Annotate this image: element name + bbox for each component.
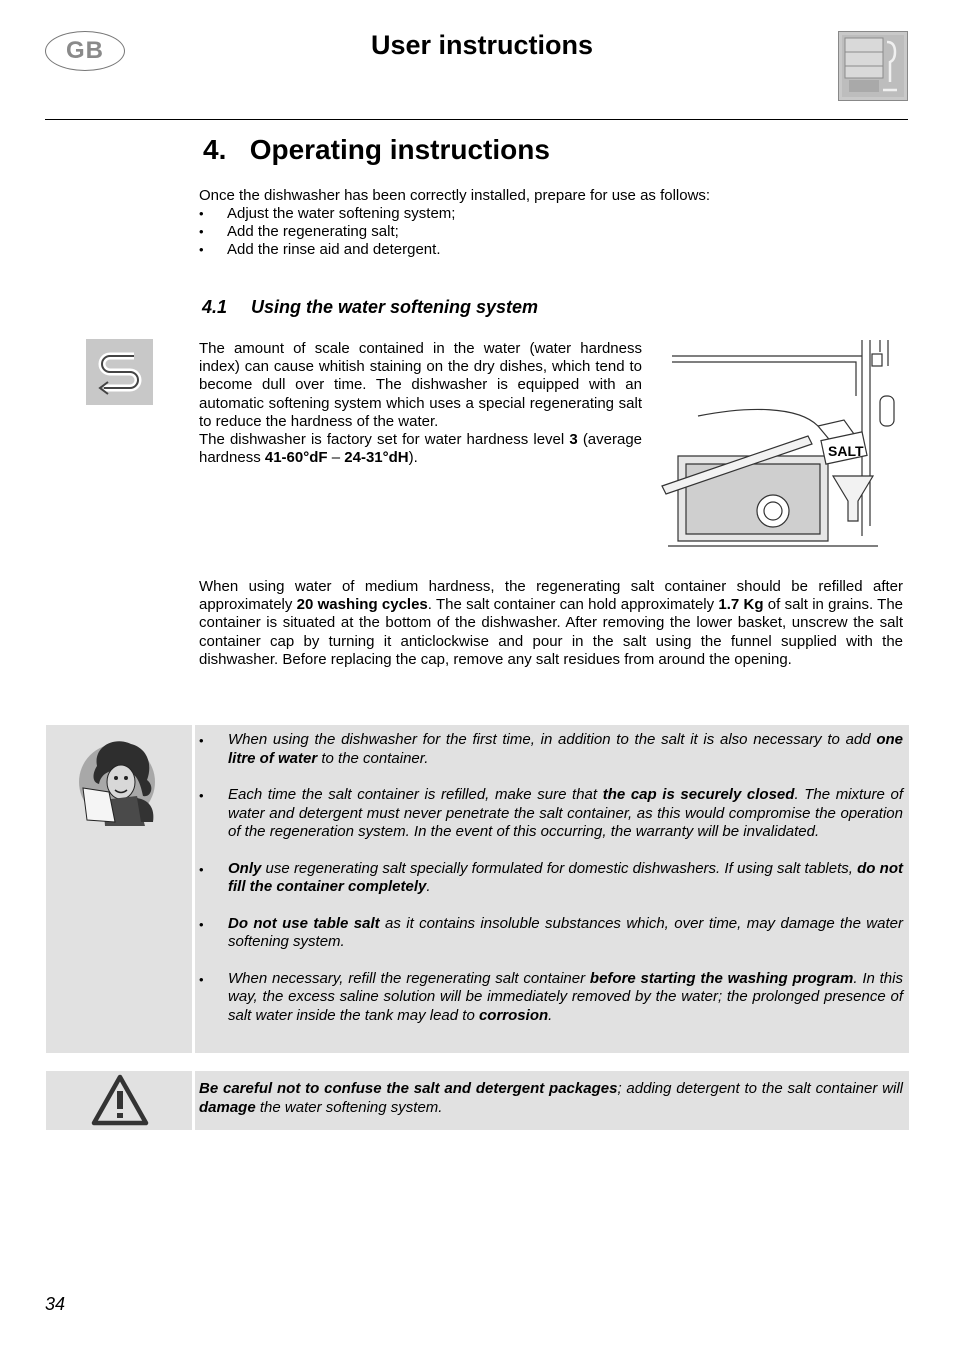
hardness-dh: 24-31°dH [344,449,409,467]
header-rule [45,119,908,120]
section-title: 4. Operating instructions [203,134,550,165]
instructions-text: of salt in grains. The container is situated at the bottom of the dishwasher. After removing the lower basket, unscrew the salt container cap by turning it anticlockwise and pour in the salt using the funnel supplied with the dishwasher. Before replacing the cap, remove any salt residues from around the opening. [199,596,904,668]
note-text: When using the dishwasher for the first time, in addition to the salt it is also necessary to add [228,731,877,748]
water-softener-icon [86,339,153,405]
note-text: When necessary, refill the regenerating salt container [228,969,590,987]
page-number: 34 [45,1294,66,1314]
setup-steps-list [199,205,899,259]
note-emphasis: Only [228,859,262,877]
note-text: as it contains insoluble substances which, over time, may damage the water softening system. [228,914,903,950]
note-item [199,786,903,842]
warning-body: the water softening system. [255,1098,443,1116]
note-emphasis: corrosion [478,1006,549,1024]
intro-block [199,187,899,259]
note-item [199,731,903,768]
warning-body: ; adding detergent to the salt container will [617,1080,903,1097]
salt-notes-list [199,731,903,1043]
paren-close: ). [408,449,418,467]
note-emphasis: the cap is securely closed [602,786,795,803]
note-item [199,915,903,952]
note-emphasis: Do not use table salt [228,914,380,932]
refill-cycles: 20 washing cycles [296,596,428,614]
country-badge-label: GB [66,37,104,64]
warning-text [199,1080,903,1117]
document-title: User instructions [370,30,594,60]
note-text: . The mixture of water and detergent must never penetrate the salt container, as this would compromise the operation of the regeneration system. In the event of this occurring, the warranty will be invalidated. [228,786,903,840]
setup-step: • Add the regenerating salt; [199,223,899,241]
note-text: Each time the salt container is refilled, make sure that [228,786,603,803]
intro-text: Once the dishwasher has been correctly installed, prepare for use as follows: [199,187,711,204]
factory-setting-text: The dishwasher is factory set for water hardness level [199,431,570,449]
setup-step: • Add the rinse aid and detergent. [199,241,899,259]
note-item [199,970,903,1026]
note-text: to the container. [317,749,429,767]
salt-label: SALT [828,443,864,459]
salt-filling-illustration [658,336,898,551]
softening-text: The amount of scale contained in the water (water hardness index) can cause whitish staining on the dry dishes, which tend to become dull over time. The dishwasher is equipped with an automatic softening system which uses a special regenerating salt to reduce the hardness of the water. [199,340,642,430]
salt-capacity: 1.7 Kg [718,596,764,614]
assistant-mascot-icon [75,736,165,828]
subsection-title [202,297,538,318]
header-thumbnail [838,31,908,101]
refill-paragraph [199,578,903,669]
subsection-number: 4.1 [202,297,228,317]
note-text: . In this way, the excess saline solution will be immediately removed by the water; the prolonged presence of salt water inside the tank may lead to [228,969,903,1024]
note-text: . [426,878,431,895]
setup-step: • Adjust the water softening system; [199,205,899,223]
subsection-title-text: Using the water softening system [251,297,539,317]
capacity-text: . The salt container can hold approximately [427,596,719,614]
warning-emphasis: damage [199,1098,256,1116]
note-emphasis: before starting the washing program [589,969,854,987]
hardness-df: 41-60°dF [264,449,328,467]
dishwasher-thumbnail-icon [839,32,907,100]
note-item [199,860,903,897]
note-emphasis: one litre of water [228,731,903,767]
softening-paragraph [199,340,642,467]
warning-emphasis: Be careful not to confuse the salt and detergent packages [199,1080,618,1097]
note-emphasis: do not fill the container completely [228,859,903,895]
dash: – [327,449,345,467]
note-text: use regenerating salt specially formulated for domestic dishwashers. If using salt tablets, [261,859,858,877]
factory-level: 3 [569,431,578,449]
average-hardness-text: (average hardness [199,431,643,467]
note-text: . [548,1006,553,1024]
refill-text: When using water of medium hardness, the regenerating salt container should be refilled after approximately [199,578,903,614]
warning-triangle-icon [90,1073,150,1127]
